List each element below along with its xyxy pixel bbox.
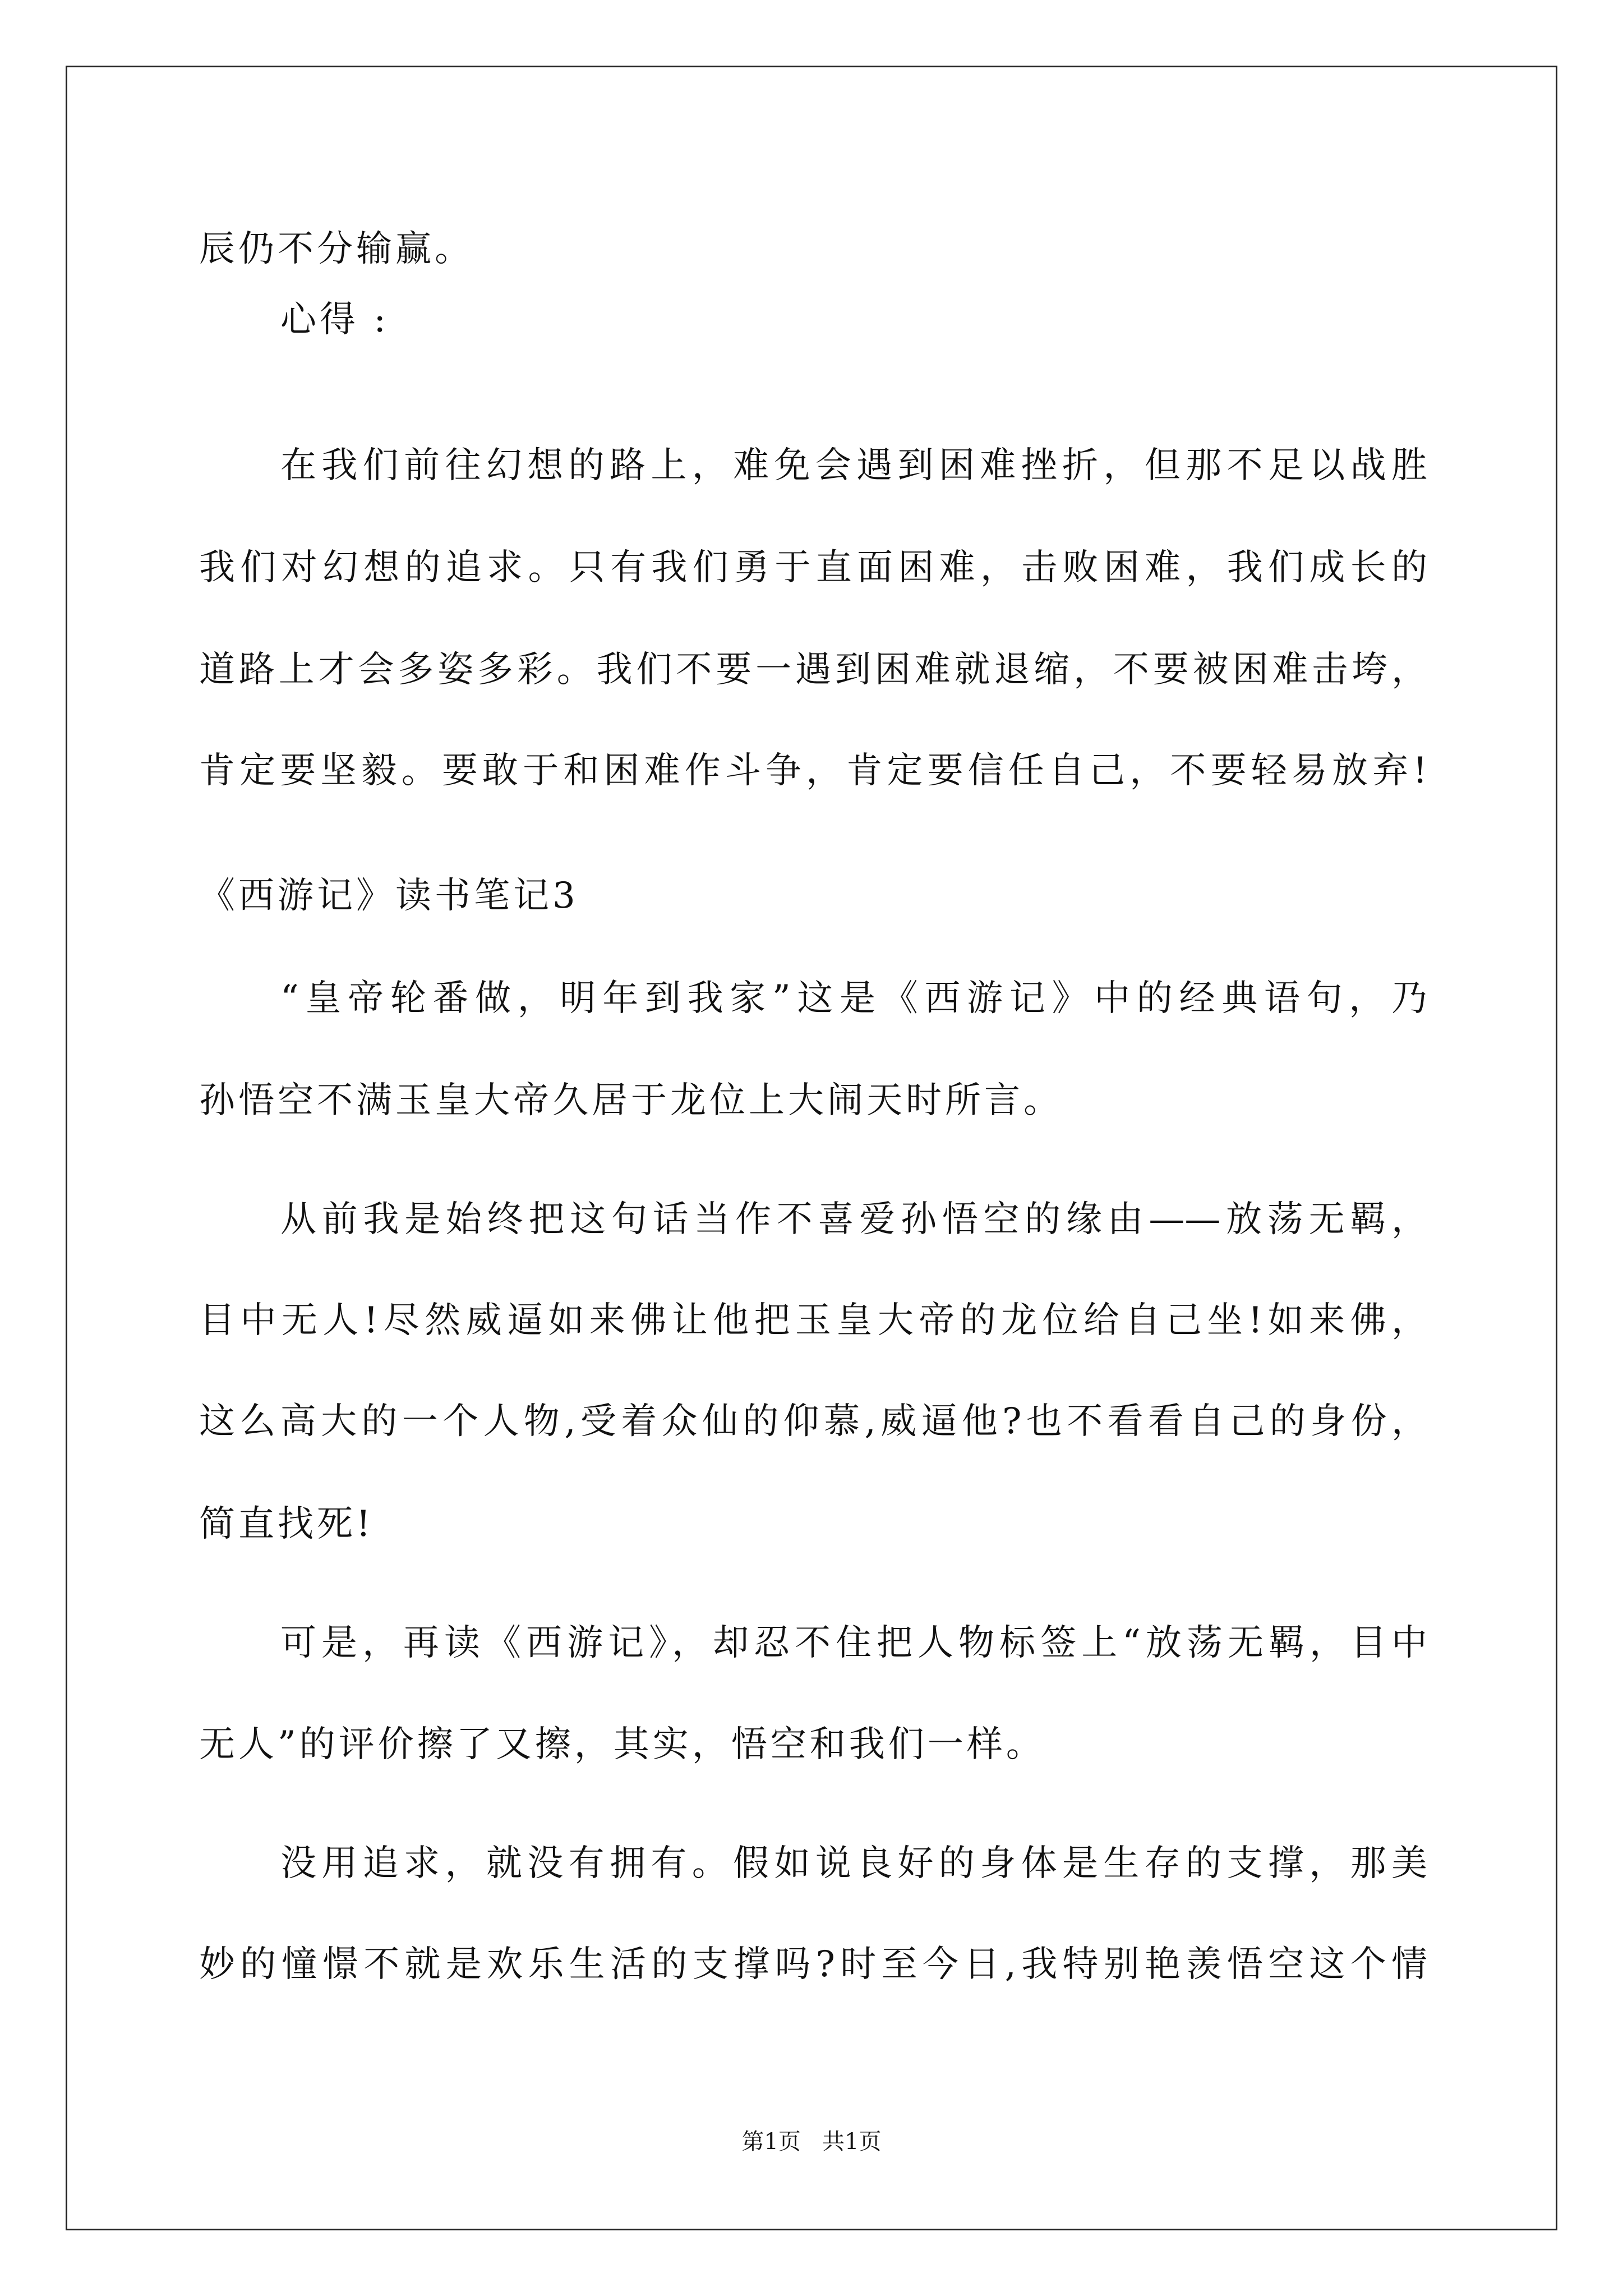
page-border [66, 66, 1557, 2230]
paragraph-line: 无人”的评价擦了又擦，其实，悟空和我们一样。 [199, 1724, 1045, 1765]
paragraph-line: “皇帝轮番做，明年到我家”这是《西游记》中的经典语句，乃 [280, 978, 1427, 1019]
paragraph-line: 我们对幻想的追求。只有我们勇于直面困难，击败困难，我们成长的 [199, 547, 1427, 588]
page-number-footer: 第1页 共1页 [741, 2129, 882, 2155]
paragraph-line: 孙悟空不满玉皇大帝久居于龙位上大闹天时所言。 [199, 1080, 1063, 1121]
paragraph-line: 妙的憧憬不就是欢乐生活的支撑吗?时至今日,我特别艳羡悟空这个情 [199, 1944, 1427, 1985]
paragraph-line: 目中无人!尽然威逼如来佛让他把玉皇大帝的龙位给自己坐!如来佛， [199, 1300, 1427, 1341]
paragraph-line: 在我们前往幻想的路上，难免会遇到困难挫折，但那不足以战胜 [280, 445, 1427, 486]
section-heading: 《西游记》读书笔记3 [199, 875, 579, 917]
paragraph-line: 可是，再读《西游记》，却忍不住把人物标签上“放荡无羁，目中 [280, 1622, 1427, 1664]
paragraph-line: 道路上才会多姿多彩。我们不要一遇到困难就退缩，不要被困难击垮， [199, 649, 1427, 691]
paragraph-line: 从前我是始终把这句话当作不喜爱孙悟空的缘由——放荡无羁， [280, 1199, 1427, 1240]
text-line: 辰仍不分输赢。 [199, 228, 474, 270]
paragraph-line: 肯定要坚毅。要敢于和困难作斗争，肯定要信任自己，不要轻易放弃! [199, 750, 1427, 792]
paragraph-line: 这么高大的一个人物,受着众仙的仰慕,威逼他?也不看看自己的身份， [199, 1401, 1427, 1442]
paragraph-line: 简直找死! [199, 1503, 374, 1545]
paragraph-line: 没用追求，就没有拥有。假如说良好的身体是生存的支撑，那美 [280, 1843, 1427, 1884]
section-label: 心得 : [280, 299, 389, 341]
